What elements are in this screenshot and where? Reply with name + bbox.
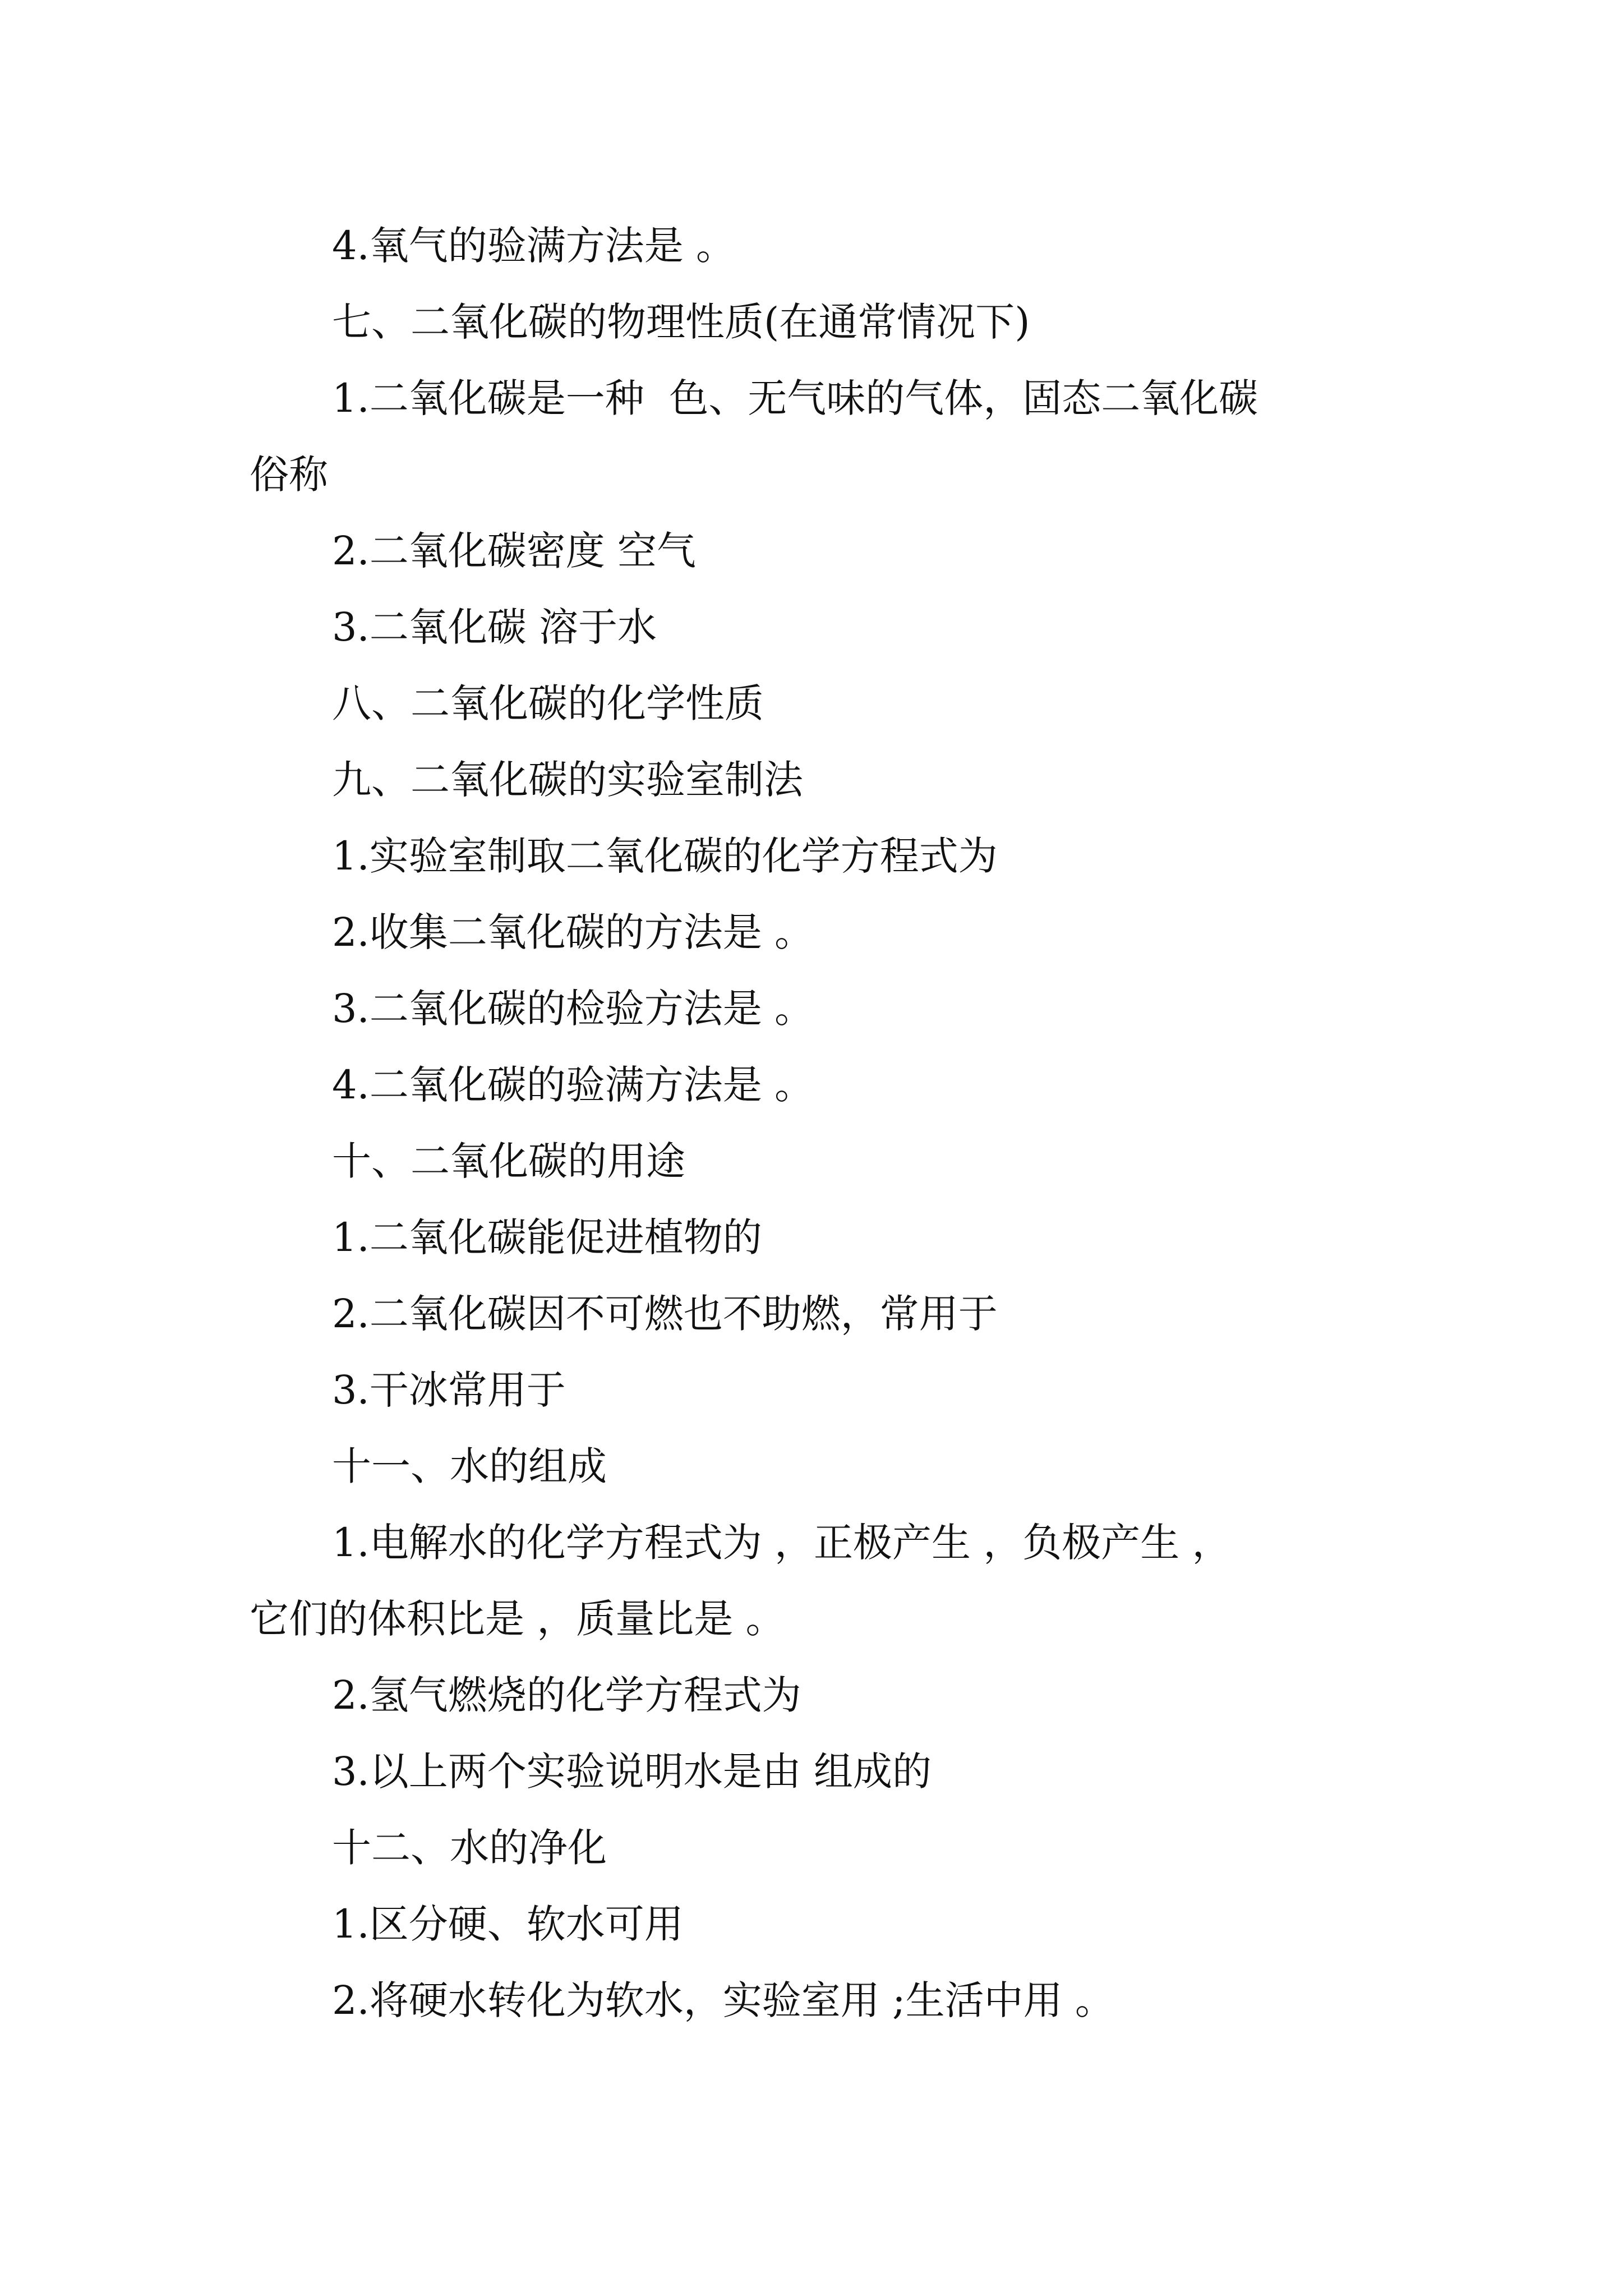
text-line-4: 俗称: [250, 452, 328, 498]
text-line-20: 2.氢气燃烧的化学方程式为: [332, 1672, 801, 1718]
text-line-11: 3.二氧化碳的检验方法是 。: [332, 986, 814, 1032]
text-line-24: 2.将硬水转化为软水，实验室用 ;生活中用 。: [332, 1977, 1114, 2023]
text-line-10: 2.收集二氧化碳的方法是 。: [332, 909, 814, 955]
text-line-3: 1.二氧化碳是一种 色、无气味的气体，固态二氧化碳: [332, 375, 1258, 421]
section-heading-10: 十、二氧化碳的用途: [332, 1138, 685, 1184]
text-line-23: 1.区分硬、软水可用: [332, 1901, 684, 1947]
text-line-6: 3.二氧化碳 溶于水: [332, 604, 657, 650]
section-heading-12: 十二、水的净化: [332, 1825, 607, 1871]
text-line-18: 1.电解水的化学方程式为 ，正极产生 ，负极产生 ，: [332, 1520, 1232, 1566]
section-heading-11: 十一、水的组成: [332, 1443, 607, 1489]
text-line-19: 它们的体积比是 ，质量比是 。: [250, 1596, 785, 1642]
text-line-5: 2.二氧化碳密度 空气: [332, 528, 697, 574]
text-line-9: 1.实验室制取二氧化碳的化学方程式为: [332, 833, 998, 879]
text-line-14: 1.二氧化碳能促进植物的: [332, 1214, 762, 1260]
text-line-1: 4.氧气的验满方法是 。: [332, 223, 736, 269]
section-heading-7: 七、二氧化碳的物理性质(在通常情况下): [332, 299, 1030, 345]
section-heading-9: 九、二氧化碳的实验室制法: [332, 757, 803, 803]
text-line-12: 4.二氧化碳的验满方法是 。: [332, 1062, 814, 1108]
text-line-16: 3.干冰常用于: [332, 1367, 566, 1413]
text-line-15: 2.二氧化碳因不可燃也不助燃，常用于: [332, 1291, 998, 1337]
section-heading-8: 八、二氧化碳的化学性质: [332, 680, 764, 726]
text-line-21: 3.以上两个实验说明水是由 组成的: [332, 1749, 932, 1795]
